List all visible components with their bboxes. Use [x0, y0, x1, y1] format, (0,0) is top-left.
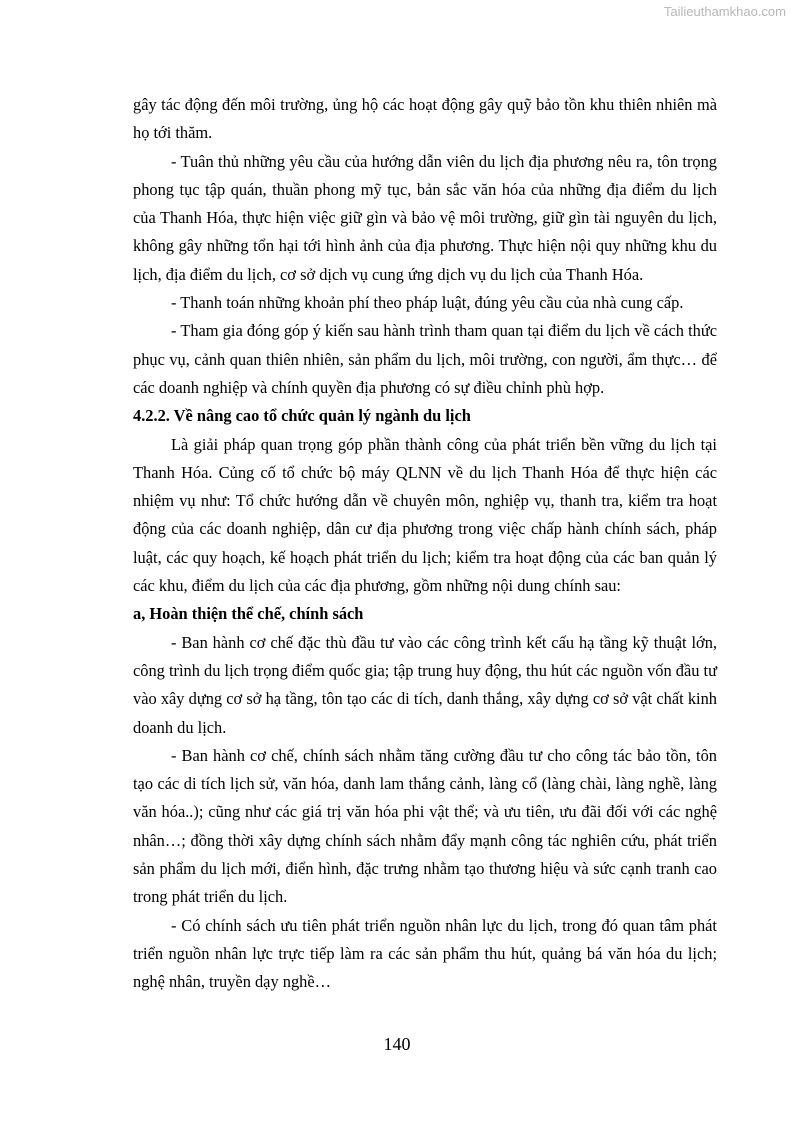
- paragraph-tham-gia: - Tham gia đóng góp ý kiến sau hành trình tham quan tại điểm du lịch về cách thức phục vụ, cảnh quan thiên nhiên, sản phẩm du lịch, môi trường, con người, ẩm thực… để các doanh nghiệp và chính quyền địa phương có sự điều chỉnh phù hợp.: [133, 321, 717, 397]
- paragraph-continuation: gây tác động đến môi trường, ủng hộ các hoạt động gây quỹ bảo tồn khu thiên nhiên mà họ tới thăm.: [133, 95, 717, 143]
- paragraph-tuan-thu: - Tuân thủ những yêu cầu của hướng dẫn viên du lịch địa phương nêu ra, tôn trọng phong tục tập quán, thuần phong mỹ tục, bản sắc văn hóa của những địa điểm du lịch của Thanh Hóa, thực hiện việc giữ gìn và bảo vệ môi trường, giữ gìn tài nguyên du lịch, không gây những tổn hại tới hình ảnh của địa phương. Thực hiện nội quy những khu du lịch, địa điểm du lịch, cơ sở dịch vụ cung ứng dịch vụ du lịch của Thanh Hóa.: [133, 151, 717, 284]
- subsection-heading: a, Hoàn thiện thể chế, chính sách: [133, 604, 364, 624]
- paragraph-thanh-toan: - Thanh toán những khoản phí theo pháp luật, đúng yêu cầu của nhà cung cấp.: [171, 293, 684, 313]
- page-body: [133, 91, 717, 997]
- section-heading: 4.2.2. Về nâng cao tổ chức quản lý ngành du lịch: [133, 406, 471, 426]
- watermark: Tailieuthamkhao.com: [663, 4, 786, 19]
- list-item: - Ban hành cơ chế đặc thù đầu tư vào các công trình kết cấu hạ tầng kỹ thuật lớn, công trình du lịch trọng điểm quốc gia; tập trung huy động, thu hút các nguồn vốn đầu tư vào xây dựng cơ sở hạ tầng, tôn tạo các di tích, danh thắng, xây dựng cơ sở vật chất kinh doanh du lịch.: [133, 632, 717, 737]
- list-item: - Ban hành cơ chế, chính sách nhằm tăng cường đầu tư cho công tác bảo tồn, tôn tạo các di tích lịch sử, văn hóa, danh lam thắng cảnh, làng cổ (làng chài, làng nghề, làng văn hóa..); cũng như các giá trị văn hóa phi vật thể; và ưu tiên, ưu đãi đối với các nghệ nhân…; đồng thời xây dựng chính sách nhằm đẩy mạnh công tác nghiên cứu, phát triển sản phẩm du lịch mới, điển hình, đặc trưng nhằm tạo thương hiệu và sức cạnh tranh cao trong phát triển du lịch.: [133, 745, 717, 907]
- list-item: - Có chính sách ưu tiên phát triển nguồn nhân lực du lịch, trong đó quan tâm phát triển nguồn nhân lực trực tiếp làm ra các sản phẩm thu hút, quảng bá văn hóa du lịch; nghệ nhân, truyền dạy nghề…: [133, 915, 717, 992]
- page-number: 140: [383, 1034, 411, 1054]
- section-intro: Là giải pháp quan trọng góp phần thành công của phát triển bền vững du lịch tại Thanh Hóa. Củng cố tổ chức bộ máy QLNN về du lịch Thanh Hóa để thực hiện các nhiệm vụ như: Tổ chức hướng dẫn về chuyên môn, nghiệp vụ, thanh tra, kiểm tra hoạt động của các doanh nghiệp, dân cư địa phương trong việc chấp hành chính sách, pháp luật, các quy hoạch, kế hoạch phát triển du lịch; kiểm tra hoạt động của các ban quản lý các khu, điểm du lịch của các địa phương, gồm những nội dung chính sau:: [133, 434, 717, 596]
